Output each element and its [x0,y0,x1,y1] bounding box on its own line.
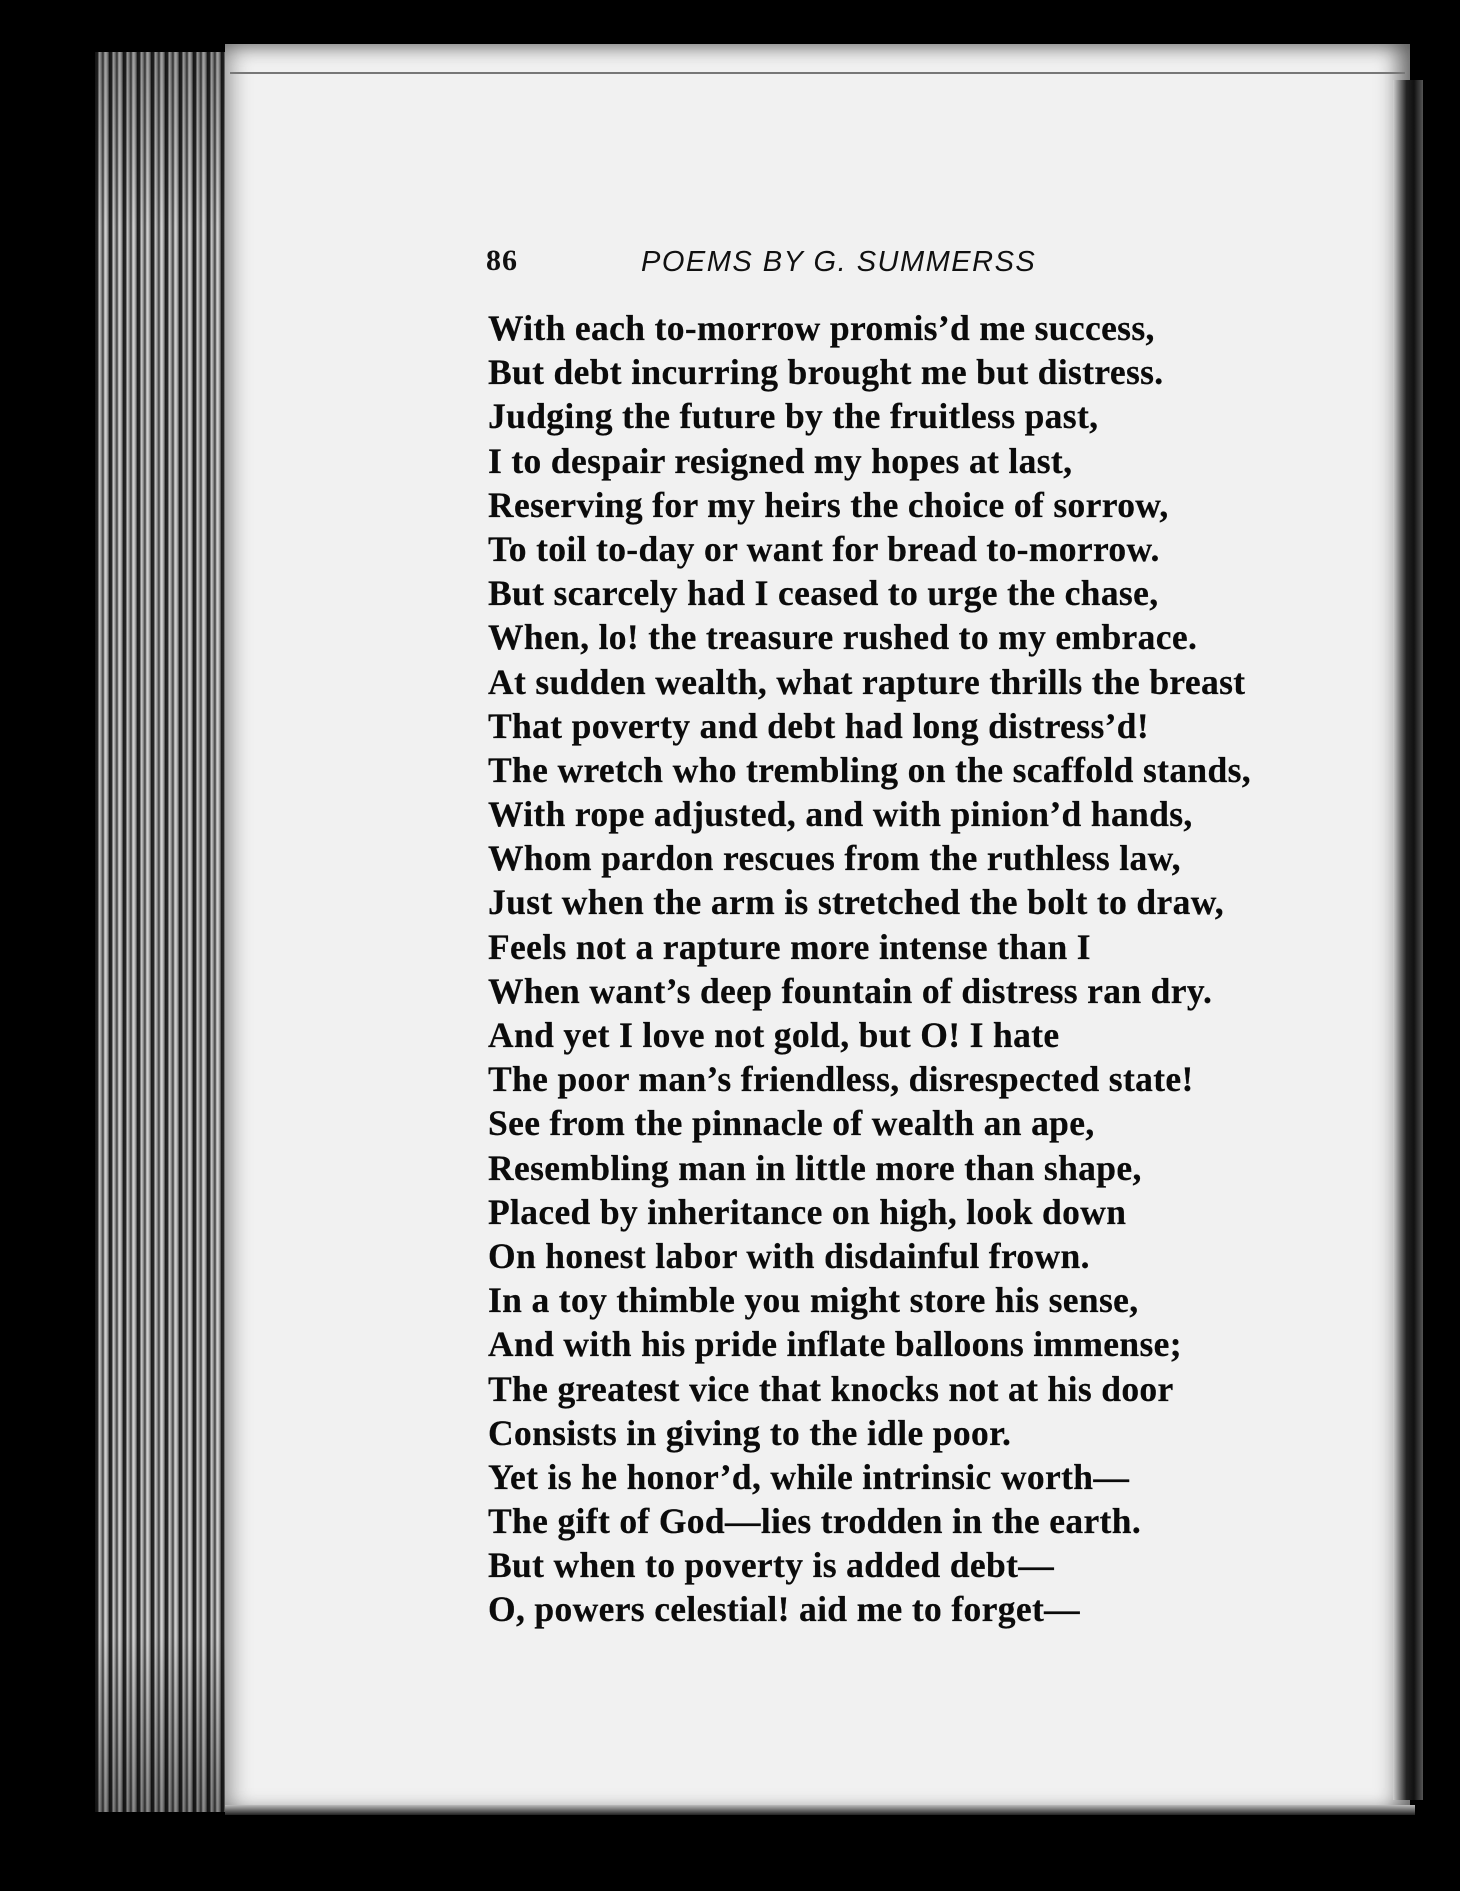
poem-line: Consists in giving to the idle poor. [488,1412,1012,1453]
poem-line: O, powers celestial! aid me to forget— [488,1589,1080,1630]
poem-line: Just when the arm is stretched the bolt to draw, [488,882,1224,923]
poem-line: And yet I love not gold, but O! I hate [488,1015,1060,1055]
page-number: 86 [486,244,518,277]
running-head [486,244,1106,290]
poem-line: With each to-morrow promis’d me success, [488,308,1155,348]
poem-line: And with his pride inflate balloons immense; [488,1324,1182,1365]
poem-line: When want’s deep fountain of distress ran dry. [488,970,1213,1011]
poem-line: Reserving for my heirs the choice of sorrow, [488,484,1169,525]
poem-line: But when to poverty is added debt— [488,1545,1055,1586]
poem-line: On honest labor with disdainful frown. [488,1235,1090,1276]
book-gutter [1393,80,1423,1800]
book-title: POEMS BY G. SUMMERSS [641,246,1037,278]
poem-line: In a toy thimble you might store his sense, [488,1280,1139,1321]
poem-line: With rope adjusted, and with pinion’d hands, [488,794,1193,835]
poem-line: The gift of God—lies trodden in the earth. [488,1501,1142,1542]
poem-line: Resembling man in little more than shape, [488,1147,1142,1188]
poem-line: I to despair resigned my hopes at last, [488,440,1073,481]
poem-line: Yet is he honor’d, while intrinsic worth— [488,1456,1130,1497]
poem-line: The poor man’s friendless, disrespected state! [488,1059,1194,1100]
poem-line: Feels not a rapture more intense than I [488,926,1091,967]
poem-line: The wretch who trembling on the scaffold stands, [488,749,1251,790]
poem-line: When, lo! the treasure rushed to my embrace. [488,617,1198,658]
poem-line: Whom pardon rescues from the ruthless law, [488,838,1181,879]
poem-line: To toil to-day or want for bread to-morrow. [488,528,1160,569]
poem-text [488,306,1318,1632]
page-top-edge [230,72,1405,74]
poem-line: Judging the future by the fruitless past, [488,396,1099,437]
poem-line: But scarcely had I ceased to urge the chase, [488,573,1159,614]
poem-line: But debt incurring brought me but distress. [488,352,1164,393]
page-bottom-edge [225,1805,1415,1815]
poem-line: The greatest vice that knocks not at his door [488,1368,1174,1409]
poem-line: See from the pinnacle of wealth an ape, [488,1103,1095,1144]
book-page-edges [95,52,235,1812]
poem-line: At sudden wealth, what rapture thrills the breast [488,661,1246,702]
poem-line: Placed by inheritance on high, look down [488,1191,1127,1232]
poem-line: That poverty and debt had long distress’d! [488,705,1150,746]
